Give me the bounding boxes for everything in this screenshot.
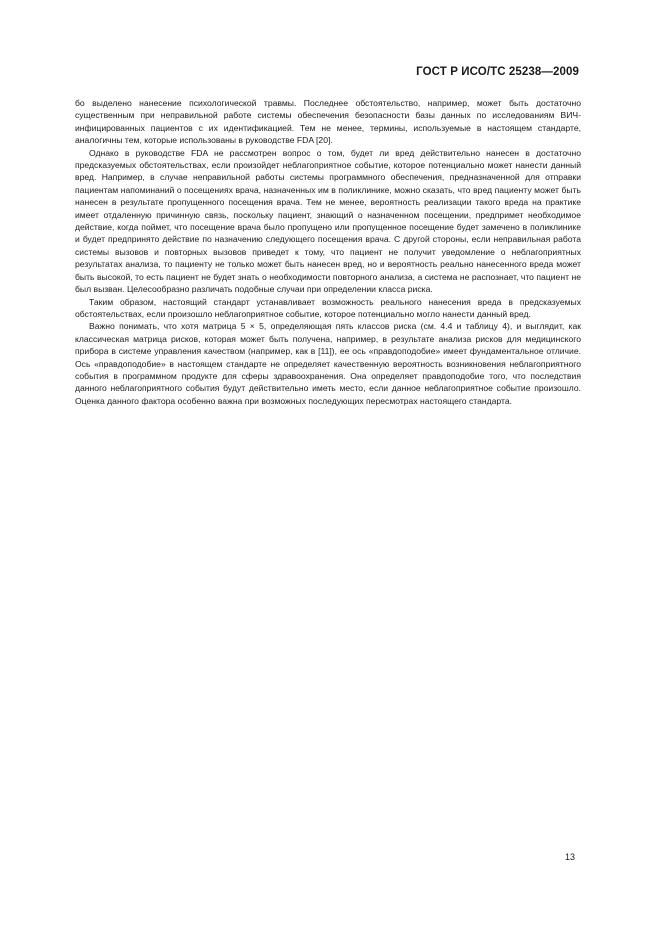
page-number: 13 bbox=[564, 852, 575, 862]
paragraph-risk-matrix: Важно понимать, что хотя матрица 5 × 5, определяющая пять классов риска (см. 4.4 и таблицу 4), и выглядит, как классическая матрица рисков, которая может быть получена, например, в результате анализа рисков для медицинского прибора в системе управления качеством (например, как в [11]), ее ось «правдоподобие» имеет фундаментальное отличие. Ось «правдоподобие» в настоящем стандарте не определяет качественную вероятность возникновения неблагоприятного события в программном продукте для сферы здравоохранения. Она определяет правдоподобие того, что последствия данного неблагоприятного события будут действительно иметь место, если данное неблагоприятное событие произошло. Оценка данного фактора особенно важна при возможных последующих пересмотрах настоящего стандарта. bbox=[75, 321, 581, 406]
body-text bbox=[75, 97, 581, 407]
paragraph-conclusion: Таким образом, настоящий стандарт устанавливает возможность реального нанесения вреда в предсказуемых обстоятельствах, если произошло неблагоприятное событие, которое потенциально могло нанести данный вред. bbox=[75, 296, 581, 319]
paragraph-fda-guidance: Однако в руководстве FDA не рассмотрен вопрос о том, будет ли вред действительно нанесен в достаточно предсказуемых обстоятельствах, если произойдет неблагоприятное событие, которое потенциально может нанести данный вред. Например, в случае неправильной работы системы программного обеспечения, предназначенной для отправки пациентам напоминаний о посещениях врача, назначенных им в поликлинике, можно сказать, что вред пациенту может быть нанесен в результате пропущенного посещения врача. Тем не менее, вероятность реализации такого вреда на практике имеет отдаленную причинную связь, поскольку пациент, знающий о назначенном посещении, предпримет необходимое действие, когда поймет, что посещение врача было пропущено или пропущенное посещение будет замечено в поликлинике и будет предпринято действие по назначению следующего посещения врача. С другой стороны, если неправильная работа системы вызовов и повторных вызовов приведет к тому, что пациент не получит уведомление о неблагоприятных результатах анализа, то пациенту не только может быть нанесен вред, но и вероятность реально нанесенного вреда может быть высокой, то есть пациент не будет знать о необходимости повторного анализа, а система не распознает, что пациент не был вызван. Целесообразно различать подобные случаи при определении класса риска. bbox=[75, 147, 581, 295]
paragraph-continuation: бо выделено нанесение психологической травмы. Последнее обстоятельство, например, может быть достаточно существенным при неправильной работе системы обеспечения безопасности базы данных по исследованиям ВИЧ-инфицированных пациентов с их идентификацией. Тем не менее, термины, используемые в настоящем стандарте, аналогичны тем, которые использованы в руководстве FDA [20]. bbox=[75, 98, 581, 146]
standard-header: ГОСТ Р ИСО/ТС 25238—2009 bbox=[416, 66, 579, 78]
